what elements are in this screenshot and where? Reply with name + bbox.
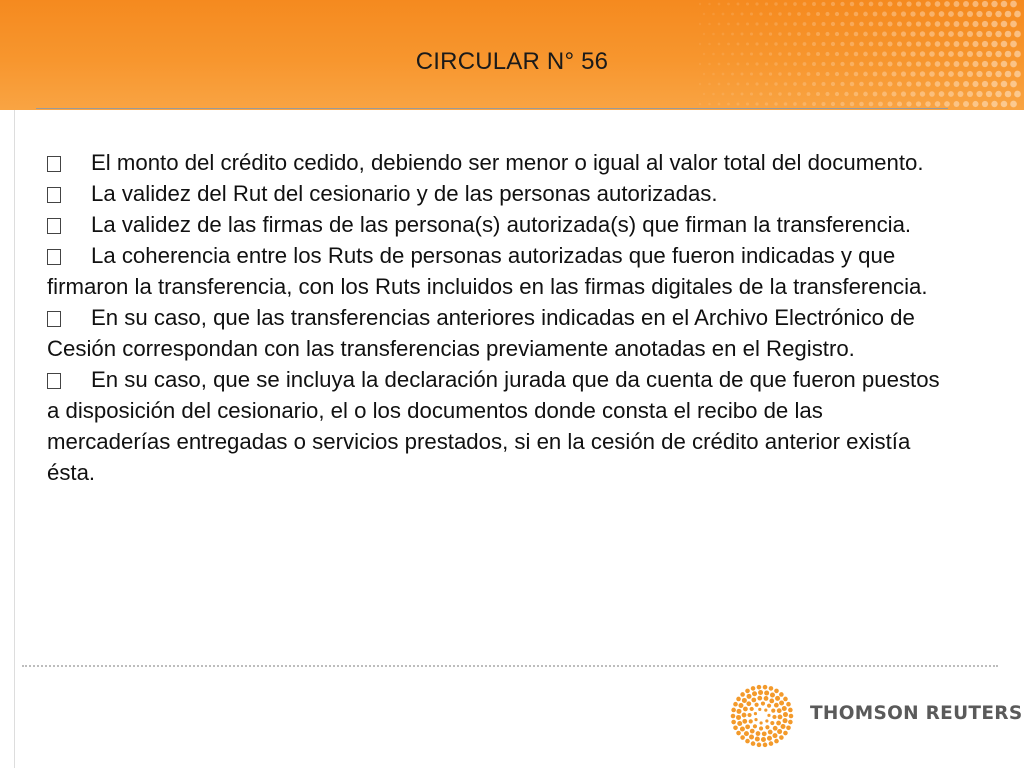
footer-divider bbox=[22, 665, 998, 667]
bullet-paragraph bbox=[47, 209, 947, 240]
body-text bbox=[47, 147, 947, 488]
bullet-paragraph bbox=[47, 178, 947, 209]
header-divider bbox=[36, 108, 948, 109]
thomson-reuters-logo bbox=[730, 684, 1023, 748]
bullet-paragraph bbox=[47, 302, 947, 364]
left-border bbox=[14, 110, 15, 768]
bullet-paragraph bbox=[47, 240, 947, 302]
bullet-box-icon bbox=[47, 187, 61, 203]
bullet-box-icon bbox=[47, 249, 61, 265]
slide-title: CIRCULAR N° 56 bbox=[415, 48, 609, 75]
bullet-box-icon bbox=[47, 373, 61, 389]
bullet-paragraph bbox=[47, 364, 947, 488]
paragraph-text: La coherencia entre los Ruts de personas autorizadas que fueron indicadas y que firmaron la transferencia, con los Ruts incluidos en las firmas digitales de la transferencia. bbox=[47, 243, 928, 299]
paragraph-text: La validez de las firmas de las persona(s) autorizada(s) que firman la transferencia. bbox=[91, 212, 912, 237]
bullet-box-icon bbox=[47, 311, 61, 327]
bullet-box-icon bbox=[47, 218, 61, 234]
header-band bbox=[0, 0, 1024, 110]
bullet-paragraph bbox=[47, 147, 947, 178]
paragraph-text: En su caso, que las transferencias anteriores indicadas en el Archivo Electrónico de Cesión correspondan con las transferencias previamente anotadas en el Registro. bbox=[47, 305, 915, 361]
dotted-sphere-icon bbox=[730, 684, 794, 748]
paragraph-text: La validez del Rut del cesionario y de las personas autorizadas. bbox=[91, 181, 718, 206]
logo-text: THOMSON REUTERS bbox=[810, 703, 1023, 724]
paragraph-text: En su caso, que se incluya la declaración jurada que da cuenta de que fueron puestos a disposición del cesionario, el o los documentos donde consta el recibo de las mercaderías entregadas o servicios prestados, si en la cesión de crédito anterior existía ésta. bbox=[47, 367, 940, 485]
bullet-box-icon bbox=[47, 156, 61, 172]
paragraph-text: El monto del crédito cedido, debiendo ser menor o igual al valor total del documento. bbox=[91, 150, 924, 175]
